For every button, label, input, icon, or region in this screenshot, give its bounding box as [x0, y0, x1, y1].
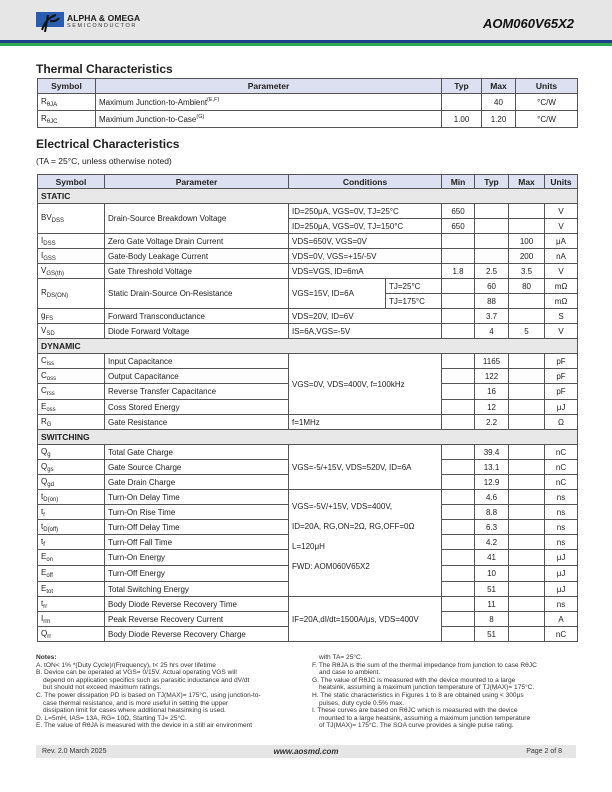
col-typ: Typ: [475, 175, 509, 189]
parameter: Gate-Body Leakage Current: [105, 249, 289, 264]
parameter: Maximum Junction-to-Ambient$^{(E,F)}$: [96, 94, 442, 111]
max: [509, 566, 545, 582]
table-row: [38, 354, 578, 369]
units: μJ: [545, 550, 578, 566]
typ: [475, 204, 509, 219]
parameter: Gate Drain Charge: [105, 475, 289, 490]
col-units: Units: [516, 79, 578, 94]
col-symbol: Symbol: [38, 175, 105, 189]
condition-tj: TJ=25°C: [386, 279, 442, 294]
conditions: VGS=15V, ID=6A: [289, 279, 386, 309]
min: 650: [442, 219, 475, 234]
min: [442, 505, 475, 520]
units: V: [545, 204, 578, 219]
note-c: C. The power dissipation PD is based on TJ(MAX)= 175°C, using junction-to-: [36, 691, 261, 699]
symbol: $R_{\theta JC}$: [38, 111, 96, 128]
parameter: Turn-On Energy: [105, 550, 289, 566]
typ: 4.2: [475, 535, 509, 550]
typ: 1165: [475, 354, 509, 369]
typ: [442, 94, 482, 111]
typ: 12: [475, 400, 509, 415]
table-row: [38, 94, 578, 111]
col-max: Max: [482, 79, 516, 94]
symbol: $E_{oss}$: [38, 400, 105, 415]
parameter: Total Switching Energy: [105, 582, 289, 597]
min: [442, 582, 475, 597]
symbol: $BV_{DSS}$: [38, 204, 105, 234]
typ: 13.1: [475, 460, 509, 475]
max: 80: [509, 279, 545, 294]
page-footer: [36, 745, 576, 758]
max: [509, 460, 545, 475]
conditions: VDS=0V, VGS=+15/-5V: [289, 249, 442, 264]
parameter: Output Capacitance: [105, 369, 289, 384]
typ: 4.6: [475, 490, 509, 505]
min: [442, 490, 475, 505]
typ: 39.4: [475, 445, 509, 460]
note-f: F. The RθJA is the sum of the thermal impedance from junction to case RθJC: [312, 661, 537, 669]
max: [509, 550, 545, 566]
symbol: $V_{GS(th)}$: [38, 264, 105, 279]
section-dynamic: DYNAMIC: [38, 339, 578, 354]
note-g-cont: heatsink, assuming a maximum junction temperature of TJ(MAX)= 175°C.: [319, 684, 535, 692]
symbol: $Q_{gd}$: [38, 475, 105, 490]
symbol: $t_{D(on)}$: [38, 490, 105, 505]
symbol: $E_{off}$: [38, 566, 105, 582]
min: [442, 400, 475, 415]
typ: 8.8: [475, 505, 509, 520]
units: μJ: [545, 566, 578, 582]
max: [509, 505, 545, 520]
typ: 12.9: [475, 475, 509, 490]
condition-tj: TJ=175°C: [386, 294, 442, 309]
note-a: A. tON< 1% *(Duty Cycle)/(Frequency), t< 25 hrs over lifetime: [36, 661, 216, 669]
conditions: VGS=-5/+15V, VDS=520V, ID=6A: [289, 445, 442, 490]
units: ns: [545, 490, 578, 505]
parameter: Total Gate Charge: [105, 445, 289, 460]
symbol: $C_{iss}$: [38, 354, 105, 369]
typ: [475, 234, 509, 249]
note-i-cont: mounted to a large heatsink, assuming a maximum junction temperature: [319, 714, 531, 722]
parameter: Turn-Off Delay Time: [105, 520, 289, 535]
parameter: Turn-Off Fall Time: [105, 535, 289, 550]
notes-left: [36, 654, 298, 730]
max: [509, 369, 545, 384]
symbol: $Q_{gs}$: [38, 460, 105, 475]
symbol: $t_{D(off)}$: [38, 520, 105, 535]
page-number: Page 2 of 8: [526, 748, 562, 755]
typ: 4: [475, 324, 509, 339]
min: 650: [442, 204, 475, 219]
conditions: IS=6A,VGS=-5V: [289, 324, 442, 339]
note-i: I. These curves are based on RθJC which is measured with the device: [312, 707, 518, 715]
col-symbol: Symbol: [38, 79, 96, 94]
min: [442, 445, 475, 460]
electrical-title: Electrical Characteristics: [36, 137, 180, 151]
typ: 16: [475, 384, 509, 400]
max: [509, 535, 545, 550]
symbol: $Q_{rr}$: [38, 627, 105, 642]
typ: 41: [475, 550, 509, 566]
conditions: VGS=-5V/+15V, VDS=400V, ID=20A, RG,ON=2Ω, RG,OFF=0Ω L=120μH FWD: AOM060V65X2: [289, 490, 442, 597]
units: S: [545, 309, 578, 324]
symbol: $Q_g$: [38, 445, 105, 460]
units: °C/W: [516, 111, 578, 128]
min: [442, 535, 475, 550]
symbol: $I_{GSS}$: [38, 249, 105, 264]
max: [509, 294, 545, 309]
max: 5: [509, 324, 545, 339]
brand-subtitle: SEMICONDUCTOR: [67, 23, 137, 29]
symbol: $t_f$: [38, 535, 105, 550]
typ: 11: [475, 597, 509, 612]
symbol: $R_G$: [38, 415, 105, 430]
symbol: $I_{rm}$: [38, 612, 105, 627]
note-e: E. The value of RθJA is measured with the device in a still air environment: [36, 722, 253, 730]
min: 1.8: [442, 264, 475, 279]
units: μJ: [545, 582, 578, 597]
units: ns: [545, 520, 578, 535]
conditions: ID=250μA, VGS=0V, TJ=25°C: [289, 204, 442, 219]
units: pF: [545, 384, 578, 400]
typ: 10: [475, 566, 509, 582]
units: μJ: [545, 400, 578, 415]
max: [509, 475, 545, 490]
min: [442, 566, 475, 582]
note-h: H. The static characteristics in Figures 1 to 8 are obtained using < 300μs: [312, 691, 524, 699]
col-parameter: Parameter: [105, 175, 289, 189]
brand-name: ALPHA & OMEGA: [67, 13, 141, 23]
section-switching: SWITCHING: [38, 430, 578, 445]
parameter: Turn-On Rise Time: [105, 505, 289, 520]
electrical-subtitle: (TA = 25°C, unless otherwise noted): [36, 156, 172, 166]
parameter: Turn-On Delay Time: [105, 490, 289, 505]
units: V: [545, 219, 578, 234]
typ: 2.2: [475, 415, 509, 430]
typ: 88: [475, 294, 509, 309]
notes-right: [312, 654, 582, 730]
parameter: Diode Forward Voltage: [105, 324, 289, 339]
symbol: $t_{rr}$: [38, 597, 105, 612]
website-link[interactable]: www.aosmd.com: [273, 747, 339, 756]
conditions: VDS=20V, ID=6V: [289, 309, 442, 324]
parameter: Static Drain-Source On-Resistance: [105, 279, 289, 309]
note-c-cont: case thermal resistance, and is more useful in setting the upper: [43, 699, 229, 707]
min: [442, 475, 475, 490]
symbol: $V_{SD}$: [38, 324, 105, 339]
col-min: Min: [442, 175, 475, 189]
parameter: Gate Source Charge: [105, 460, 289, 475]
units: nC: [545, 460, 578, 475]
parameter: Gate Threshold Voltage: [105, 264, 289, 279]
min: [442, 627, 475, 642]
conditions: VGS=0V, VDS=400V, f=100kHz: [289, 354, 442, 415]
units: Ω: [545, 415, 578, 430]
revision-label: Rev. 2.0 March 2025: [42, 748, 107, 755]
col-conditions: Conditions: [289, 175, 442, 189]
electrical-table: [37, 174, 578, 642]
max: [509, 400, 545, 415]
typ: 8: [475, 612, 509, 627]
units: nC: [545, 475, 578, 490]
typ: 51: [475, 627, 509, 642]
max: [509, 309, 545, 324]
max: 40: [482, 94, 516, 111]
max: 100: [509, 234, 545, 249]
typ: 122: [475, 369, 509, 384]
parameter: Peak Reverse Recovery Current: [105, 612, 289, 627]
symbol: $C_{oss}$: [38, 369, 105, 384]
page-header: [0, 0, 612, 40]
note-e-cont: with TA= 25°C.: [319, 654, 363, 661]
symbol: $R_{\theta JA}$: [38, 94, 96, 111]
typ: 3.7: [475, 309, 509, 324]
max: [509, 597, 545, 612]
max: [509, 582, 545, 597]
parameter: Gate Resistance: [105, 415, 289, 430]
typ: 60: [475, 279, 509, 294]
notes-title: Notes:: [36, 654, 57, 661]
min: [442, 550, 475, 566]
max: 3.5: [509, 264, 545, 279]
thermal-title: Thermal Characteristics: [36, 62, 173, 76]
min: [442, 354, 475, 369]
parameter: Drain-Source Breakdown Voltage: [105, 204, 289, 234]
note-b-cont: depend on application specifics such as parasitic inductance and dV/dt: [43, 676, 250, 684]
min: [442, 294, 475, 309]
header-divider-green: [0, 43, 612, 46]
symbol: $E_{on}$: [38, 550, 105, 566]
note-g: G. The value of RθJC is measured with the device mounted to a large: [312, 676, 516, 684]
units: pF: [545, 369, 578, 384]
col-units: Units: [545, 175, 578, 189]
max: [509, 415, 545, 430]
table-row: [38, 415, 578, 430]
symbol: $I_{DSS}$: [38, 234, 105, 249]
symbol: $t_r$: [38, 505, 105, 520]
conditions: IF=20A,dI/dt=1500A/μs, VDS=400V: [289, 597, 442, 642]
min: [442, 415, 475, 430]
col-typ: Typ: [442, 79, 482, 94]
typ: [475, 249, 509, 264]
note-h-cont: pulses, duty cycle 0.5% max.: [319, 699, 405, 707]
conditions: f=1MHz: [289, 415, 442, 430]
typ: 1.00: [442, 111, 482, 128]
units: mΩ: [545, 294, 578, 309]
max: [509, 219, 545, 234]
units: nA: [545, 249, 578, 264]
symbol: $C_{rss}$: [38, 384, 105, 400]
note-i-cont: of TJ(MAX)= 175°C. The SOA curve provides a single pulse rating.: [319, 722, 514, 730]
parameter: Body Diode Reverse Recovery Time: [105, 597, 289, 612]
units: mΩ: [545, 279, 578, 294]
note-b-cont: but should not exceed maximum ratings.: [43, 684, 162, 692]
symbol: $g_{FS}$: [38, 309, 105, 324]
symbol: $R_{DS(ON)}$: [38, 279, 105, 309]
typ: 2.5: [475, 264, 509, 279]
parameter: Coss Stored Energy: [105, 400, 289, 415]
units: A: [545, 612, 578, 627]
alpha-omega-logo-icon: [36, 12, 64, 32]
max: [509, 384, 545, 400]
table-row: [38, 279, 578, 294]
parameter: Input Capacitance: [105, 354, 289, 369]
parameter: Body Diode Reverse Recovery Charge: [105, 627, 289, 642]
note-f-cont: and case to ambient.: [319, 669, 381, 677]
table-row: [38, 264, 578, 279]
min: [442, 460, 475, 475]
conditions: VDS=VGS, ID=6mA: [289, 264, 442, 279]
part-number: AOM060V65X2: [482, 16, 574, 31]
parameter: Forward Transconductance: [105, 309, 289, 324]
units: V: [545, 324, 578, 339]
min: [442, 324, 475, 339]
max: [509, 354, 545, 369]
max: [509, 612, 545, 627]
parameter: Maximum Junction-to-Case$^{(G)}$: [96, 111, 442, 128]
units: ns: [545, 535, 578, 550]
col-parameter: Parameter: [96, 79, 442, 94]
thermal-table: [37, 78, 578, 128]
units: °C/W: [516, 94, 578, 111]
table-row: [38, 111, 578, 128]
max: [509, 520, 545, 535]
note-c-cont: dissipation limit for cases where additional heatsinking is used.: [43, 707, 226, 715]
max: [509, 627, 545, 642]
min: [442, 520, 475, 535]
min: [442, 369, 475, 384]
table-row: [38, 324, 578, 339]
table-row: [38, 249, 578, 264]
table-row: [38, 445, 578, 460]
table-row: [38, 204, 578, 219]
min: [442, 309, 475, 324]
typ: [475, 219, 509, 234]
max: 1.20: [482, 111, 516, 128]
conditions: VDS=650V, VGS=0V: [289, 234, 442, 249]
table-row: [38, 597, 578, 612]
symbol: $E_{tot}$: [38, 582, 105, 597]
table-row: [38, 490, 578, 505]
note-d: D. L=5mH, IAS= 13A, RG= 10Ω, Starting TJ= 25°C.: [36, 714, 187, 722]
min: [442, 249, 475, 264]
units: ns: [545, 505, 578, 520]
conditions: ID=250μA, VGS=0V, TJ=150°C: [289, 219, 442, 234]
typ: 51: [475, 582, 509, 597]
table-row: [38, 234, 578, 249]
max: [509, 204, 545, 219]
max: 200: [509, 249, 545, 264]
units: ns: [545, 597, 578, 612]
units: nC: [545, 445, 578, 460]
min: [442, 597, 475, 612]
units: μA: [545, 234, 578, 249]
min: [442, 384, 475, 400]
max: [509, 445, 545, 460]
units: nC: [545, 627, 578, 642]
units: V: [545, 264, 578, 279]
table-row: [38, 309, 578, 324]
parameter: Turn-Off Energy: [105, 566, 289, 582]
section-static: STATIC: [38, 189, 578, 204]
max: [509, 490, 545, 505]
note-b: B. Device can be operated at VGS= 0/15V. Actual operating VGS will: [36, 669, 237, 677]
typ: 6.3: [475, 520, 509, 535]
col-max: Max: [509, 175, 545, 189]
parameter: Reverse Transfer Capacitance: [105, 384, 289, 400]
min: [442, 279, 475, 294]
min: [442, 234, 475, 249]
parameter: Zero Gate Voltage Drain Current: [105, 234, 289, 249]
units: pF: [545, 354, 578, 369]
min: [442, 612, 475, 627]
